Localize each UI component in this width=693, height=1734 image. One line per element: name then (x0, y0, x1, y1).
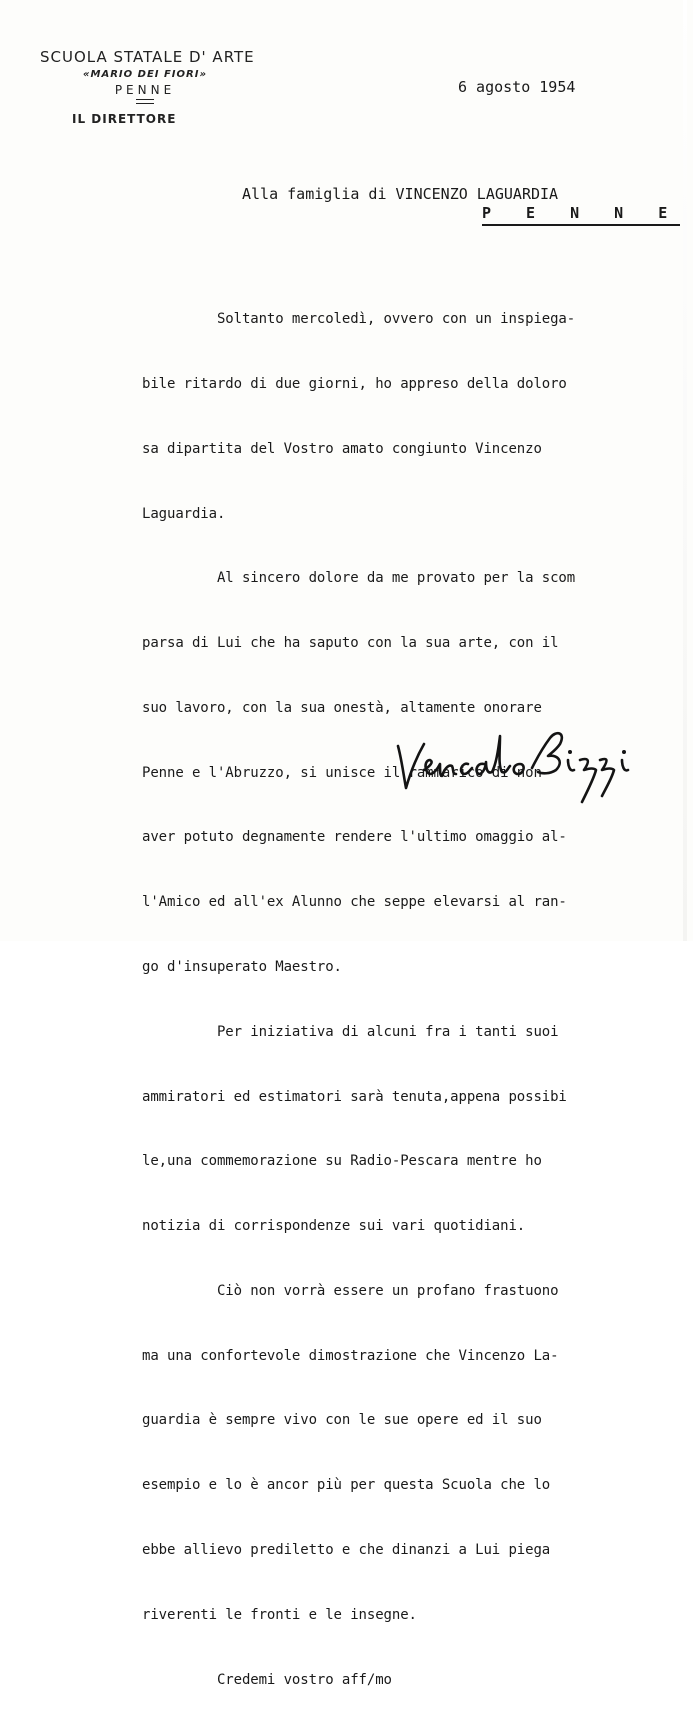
body-line: l'Amico ed all'ex Alunno che seppe elevarsi al ran- (142, 894, 567, 911)
body-line: notizia di corrispondenze sui vari quotidiani. (142, 1218, 526, 1235)
letterhead-double-rule (136, 99, 154, 104)
body-line: parsa di Lui che ha saputo con la sua arte, con il (142, 635, 559, 652)
letterhead-school: SCUOLA STATALE D' ARTE (40, 48, 255, 66)
letterhead-director: IL DIRETTORE (72, 112, 177, 126)
body-line: Per iniziativa di alcuni fra i tanti suoi (142, 1023, 559, 1040)
body-line: le,una commemorazione su Radio-Pescara mentre ho (142, 1153, 542, 1170)
body-line: Al sincero dolore da me provato per la scom (142, 570, 576, 587)
body-line: sa dipartita del Vostro amato congiunto Vincenzo (142, 440, 542, 457)
addressee-line: Alla famiglia di VINCENZO LAGUARDIA (242, 185, 559, 203)
handwritten-signature (380, 716, 660, 826)
body-line: Laguardia. (142, 505, 226, 522)
addressee-city: P E N N E (482, 204, 680, 226)
body-line: riverenti le fronti e le insegne. (142, 1606, 417, 1623)
body-line: Penne e l'Abruzzo, si unisce il rammarico di non (142, 764, 542, 781)
scan-edge (683, 0, 687, 941)
body-line: guardia è sempre vivo con le sue opere ed il suo (142, 1412, 542, 1429)
body-line: Ciò non vorrà essere un profano frastuono (142, 1282, 559, 1299)
body-line: bile ritardo di due giorni, ho appreso della doloro (142, 375, 567, 392)
body-line: suo lavoro, con la sua onestà, altamente onorare (142, 699, 542, 716)
letter-body (142, 266, 642, 1734)
letterhead (40, 48, 255, 104)
body-line: ma una confortevole dimostrazione che Vincenzo La- (142, 1347, 559, 1364)
body-line: Soltanto mercoledì, ovvero con un inspiega- (142, 311, 576, 328)
body-line: ebbe allievo prediletto e che dinanzi a Lui piega (142, 1542, 551, 1559)
body-line: ammiratori ed estimatori sarà tenuta,appena possibi (142, 1088, 567, 1105)
body-line: go d'insuperato Maestro. (142, 959, 342, 975)
letter-date: 6 agosto 1954 (458, 78, 576, 96)
body-line: esempio e lo è ancor più per questa Scuola che lo (142, 1477, 551, 1494)
letterhead-school-name: «MARIO DEI FIORI» (83, 69, 207, 80)
body-line: Credemi vostro aff/mo (142, 1671, 392, 1688)
letterhead-city: PENNE (114, 83, 176, 97)
body-line: aver potuto degnamente rendere l'ultimo omaggio al- (142, 829, 567, 846)
